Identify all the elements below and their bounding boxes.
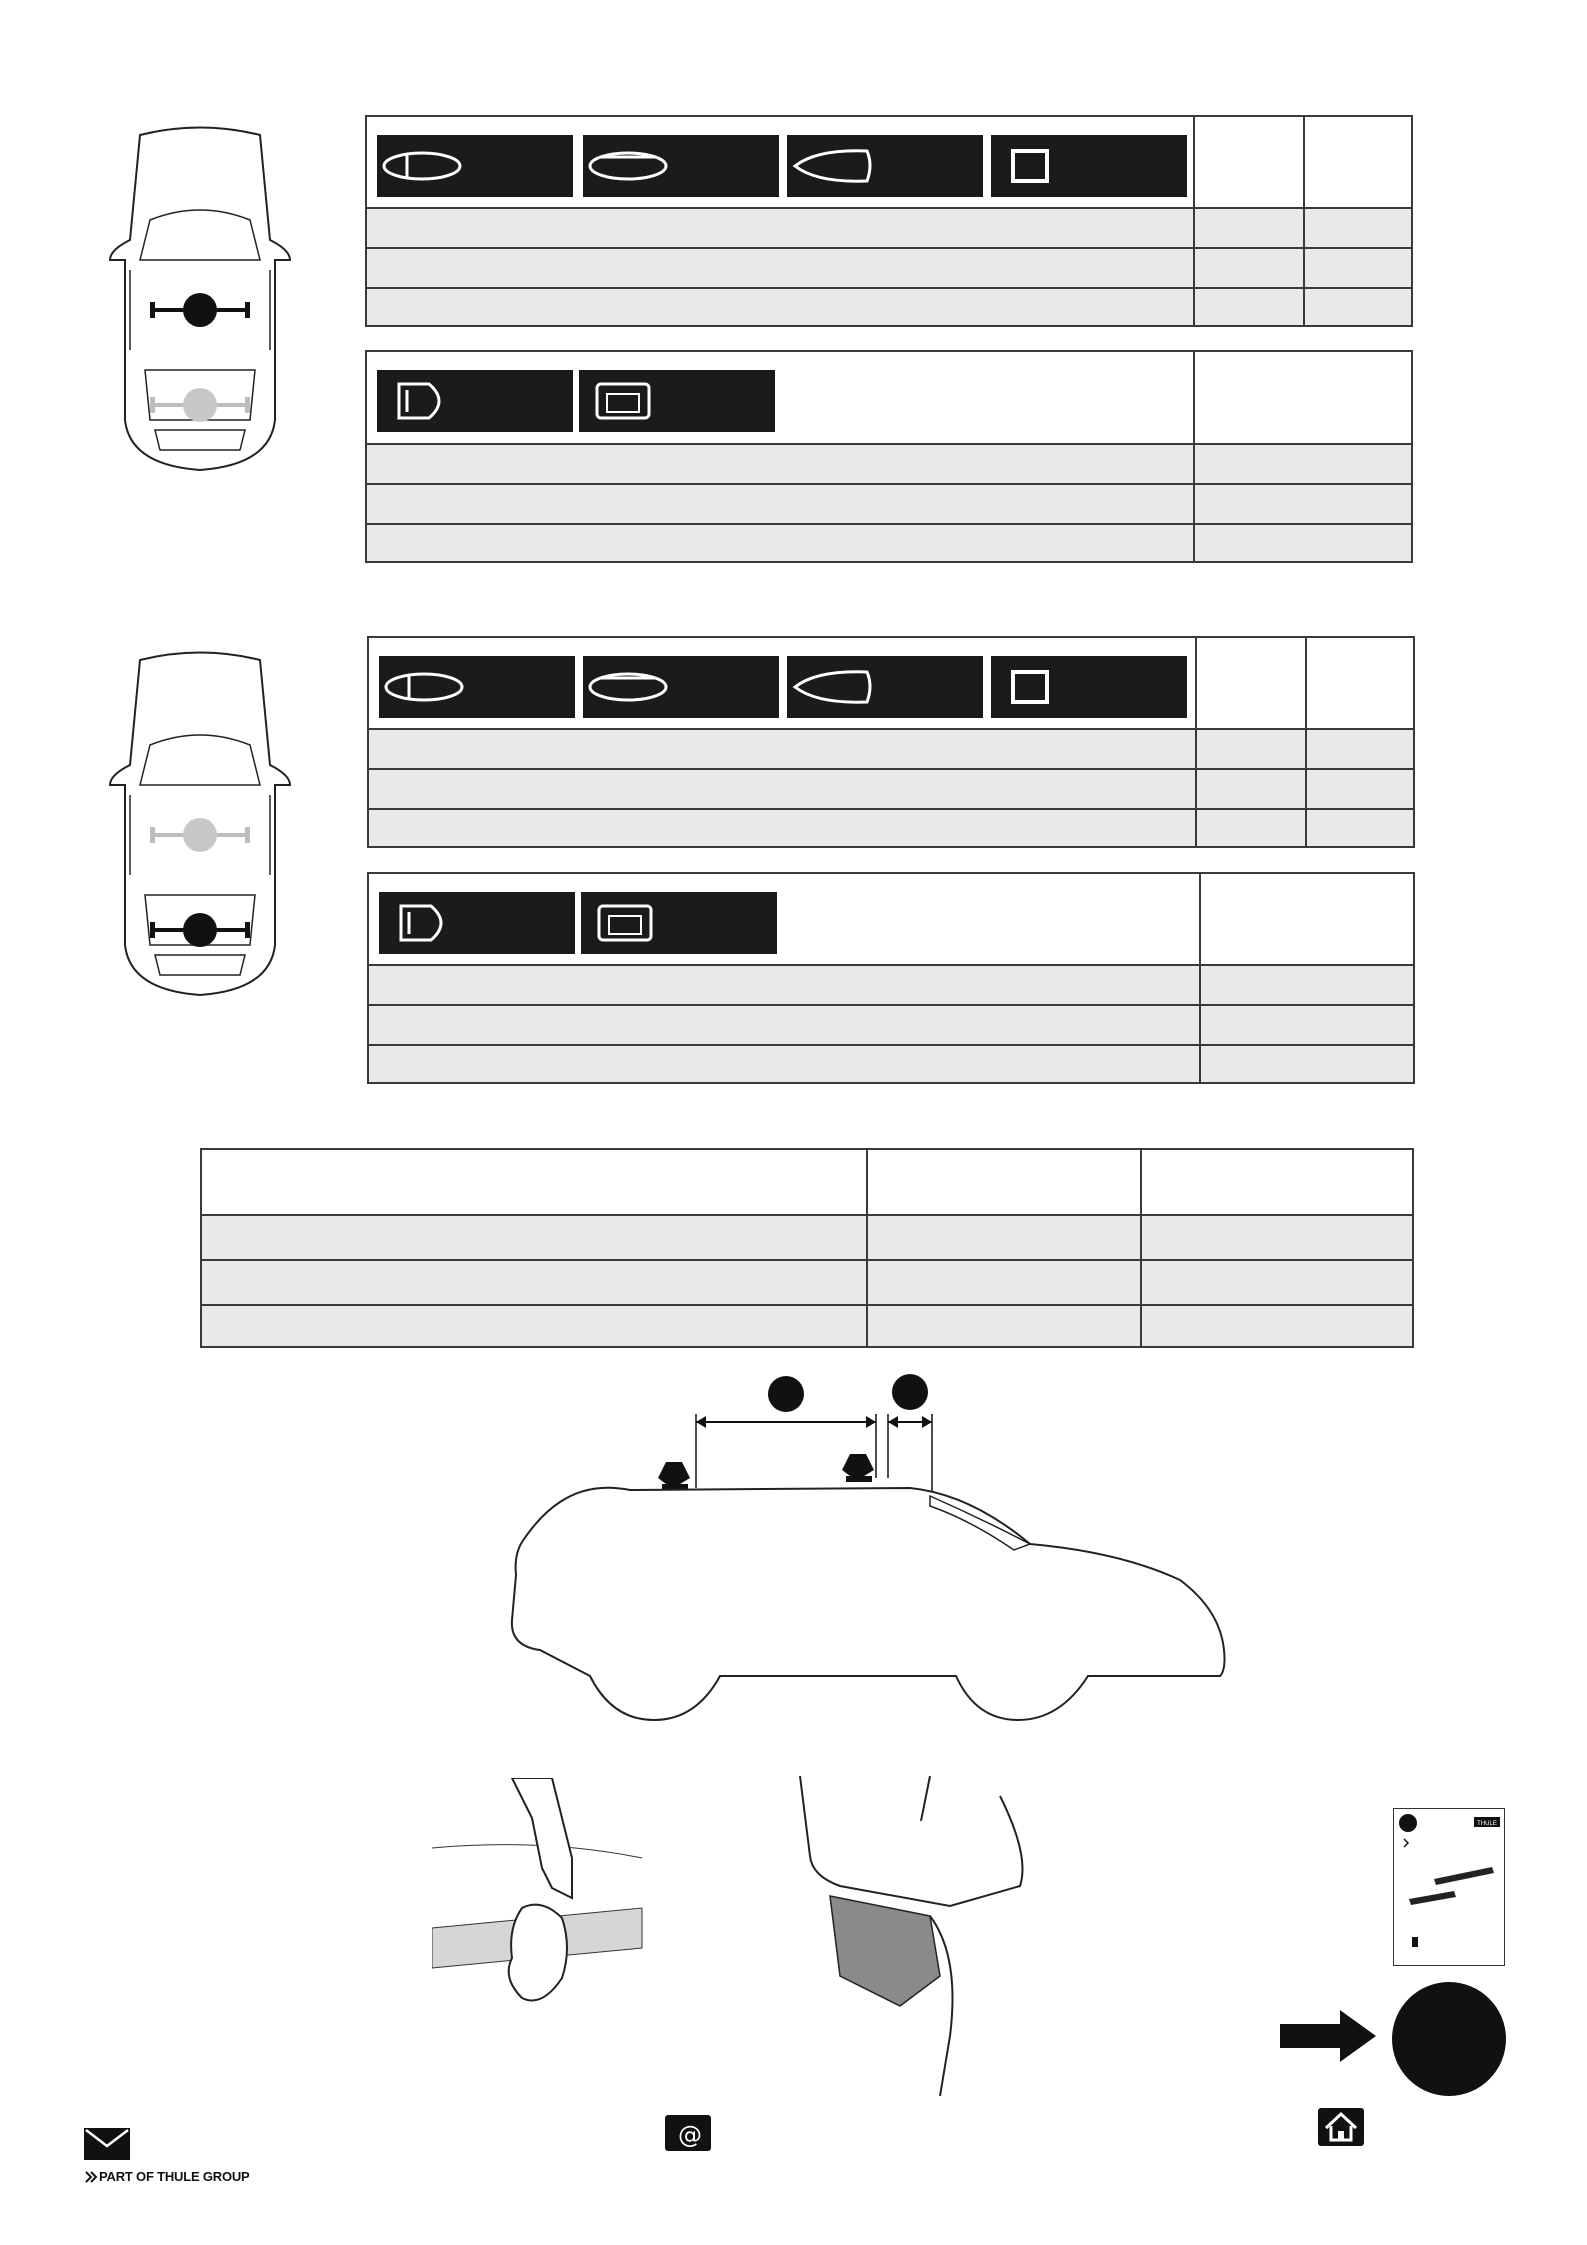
table-header	[367, 117, 1411, 209]
rear-profile-table-2	[367, 872, 1415, 1084]
home-icon	[1318, 2108, 1364, 2146]
table-row	[369, 730, 1413, 770]
brand-text: PART OF THULE GROUP	[99, 2169, 250, 2184]
squarebar-profile-icon	[991, 656, 1187, 718]
manual-thumbnail	[1393, 1808, 1505, 1966]
roof-foot-detail-illustration	[790, 1776, 1060, 2096]
table-row	[367, 485, 1411, 525]
table-row	[367, 445, 1411, 485]
table-row	[369, 810, 1413, 848]
wingbar-edge-profile-icon	[583, 135, 779, 197]
email-at-icon	[665, 2115, 711, 2151]
slidebar-profile-icon	[787, 135, 983, 197]
progress-profile-icon	[379, 892, 575, 954]
distance-b-marker	[888, 1374, 932, 1498]
wingbar-edge-profile-icon	[583, 656, 779, 718]
probar-profile-icon	[579, 370, 775, 432]
table-row	[369, 966, 1413, 1006]
table-row	[367, 525, 1411, 563]
brand-line	[84, 2169, 304, 2187]
table-row	[202, 1306, 1412, 1348]
squarebar-profile-icon	[991, 135, 1187, 197]
mail-icon	[84, 2126, 130, 2160]
wingbar-evo-profile-icon	[377, 135, 573, 197]
svg-text:@: @	[678, 2121, 702, 2149]
table-row	[202, 1216, 1412, 1261]
table-row	[369, 1046, 1413, 1084]
roof-clamp-detail-illustration	[432, 1778, 662, 2068]
probar-profile-icon	[581, 892, 777, 954]
front-profile-table	[365, 115, 1413, 327]
rear-car-diagram	[100, 645, 300, 1005]
table-row	[367, 289, 1411, 327]
progress-profile-icon	[377, 370, 573, 432]
next-step-circle	[1392, 1982, 1506, 2096]
measurement-table	[200, 1148, 1414, 1348]
thule-logo: THULE	[1477, 1821, 1497, 1827]
front-car-diagram	[100, 120, 300, 480]
slidebar-profile-icon	[787, 656, 983, 718]
table-row	[369, 1006, 1413, 1046]
car-side-view	[500, 1370, 1240, 1740]
wingbar-evo-profile-icon	[379, 656, 575, 718]
foot-icon	[658, 1454, 874, 1490]
rear-profile-table	[367, 636, 1415, 848]
table-row	[367, 249, 1411, 289]
table-row	[202, 1261, 1412, 1306]
table-row	[369, 770, 1413, 810]
front-profile-table-2	[365, 350, 1413, 563]
next-step-arrow-icon	[1280, 2010, 1380, 2062]
table-row	[367, 209, 1411, 249]
